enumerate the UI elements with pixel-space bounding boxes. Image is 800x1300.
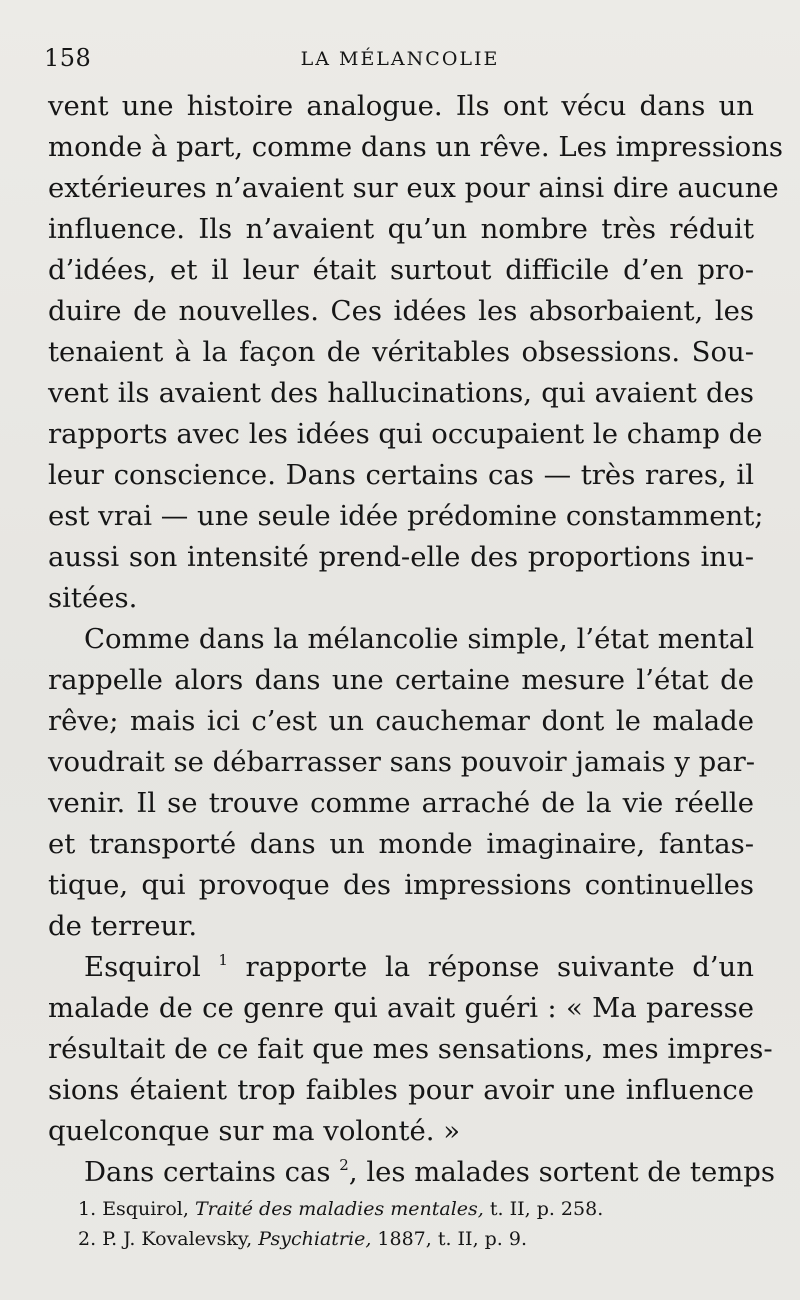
- text-line: sitées.: [48, 582, 138, 614]
- text-segment: , les malades sortent de temps: [348, 1156, 776, 1188]
- text-line: voudrait se débarrasser sans pouvoir jamais y par-: [48, 746, 756, 778]
- text-line: tenaient à la façon de véritables obsessions. Sou-: [48, 336, 754, 368]
- body-text: [48, 86, 784, 1193]
- text-line: vent ils avaient des hallucinations, qui avaient des: [48, 377, 754, 409]
- text-line: d’idées, et il leur était surtout difficile d’en pro-: [48, 254, 754, 286]
- text-line: sions étaient trop faibles pour avoir une influence: [48, 1074, 754, 1106]
- text-line: influence. Ils n’avaient qu’un nombre très réduit: [48, 213, 754, 245]
- text-line: de terreur.: [48, 910, 198, 942]
- footnote-title: Psychiatrie,: [258, 1228, 372, 1250]
- text-line: monde à part, comme dans un rêve. Les impressions: [48, 131, 784, 163]
- text-line: Comme dans la mélancolie simple, l’état mental: [84, 623, 754, 655]
- footnote: [78, 1194, 738, 1224]
- footnote-number: 1.: [78, 1198, 97, 1220]
- text-line: rappelle alors dans une certaine mesure l’état de: [48, 664, 754, 696]
- text-line: venir. Il se trouve comme arraché de la vie réelle: [48, 787, 754, 819]
- text-line: aussi son intensité prend-elle des proportions inu-: [48, 541, 754, 573]
- text-line: rapports avec les idées qui occupaient le champ de: [48, 418, 763, 450]
- page-number: 158: [44, 44, 92, 72]
- footnote-title: Traité des maladies mentales,: [194, 1198, 484, 1220]
- footnote-number: 2.: [78, 1228, 97, 1250]
- text-segment: Dans certains cas: [84, 1156, 331, 1188]
- footnote-author: P. J. Kovalevsky,: [102, 1228, 253, 1250]
- text-line: malade de ce genre qui avait guéri : « Ma paresse: [48, 992, 754, 1024]
- text-line: résultait de ce fait que mes sensations, mes impres-: [48, 1033, 773, 1065]
- text-line: duire de nouvelles. Ces idées les absorbaient, les: [48, 295, 754, 327]
- text-line: est vrai — une seule idée prédomine constamment;: [48, 500, 764, 532]
- running-head: [44, 44, 756, 80]
- text-line: [48, 1152, 776, 1193]
- text-line: vent une histoire analogue. Ils ont vécu dans un: [48, 90, 754, 122]
- running-title: LA MÉLANCOLIE: [300, 48, 500, 70]
- footnote: [78, 1224, 738, 1254]
- footnotes: [78, 1194, 738, 1254]
- text-segment: rapporte la réponse suivante d’un: [227, 951, 754, 983]
- text-line: et transporté dans un monde imaginaire, fantas-: [48, 828, 754, 860]
- text-line: tique, qui provoque des impressions continuelles: [48, 869, 754, 901]
- footnote-rest: 1887, t. II, p. 9.: [377, 1228, 528, 1250]
- text-line: rêve; mais ici c’est un cauchemar dont le malade: [48, 705, 754, 737]
- footnote-ref: 1: [218, 951, 228, 969]
- text-line: extérieures n’avaient sur eux pour ainsi dire aucune: [48, 172, 779, 204]
- text-line: [48, 947, 754, 988]
- text-segment: Esquirol: [84, 951, 201, 983]
- footnote-rest: t. II, p. 258.: [489, 1198, 604, 1220]
- text-line: quelconque sur ma volonté. »: [48, 1115, 461, 1147]
- text-line: leur conscience. Dans certains cas — très rares, il: [48, 459, 754, 491]
- footnote-author: Esquirol,: [102, 1198, 189, 1220]
- footnote-ref: 2: [339, 1156, 349, 1174]
